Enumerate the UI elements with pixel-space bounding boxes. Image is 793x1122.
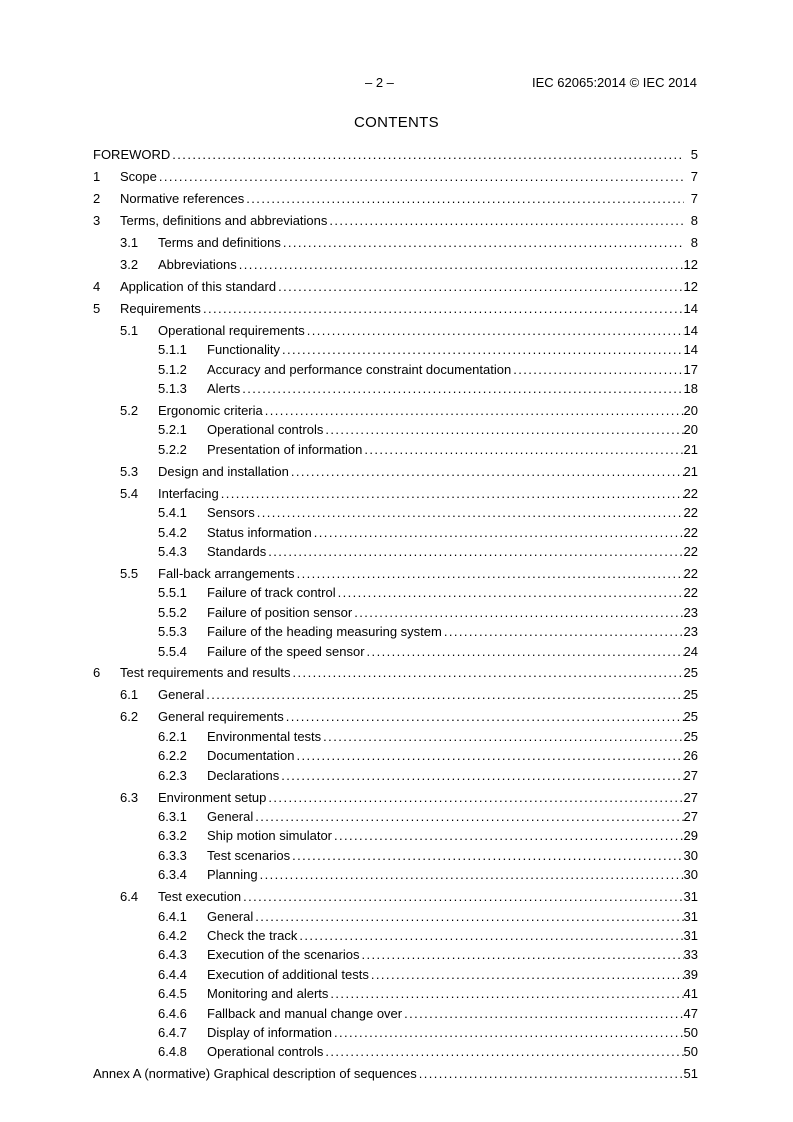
toc-entry-number: 5.3 (120, 463, 139, 479)
dot-leader (282, 340, 684, 359)
toc-entry-page: 12 (683, 278, 698, 294)
page-title: CONTENTS (354, 114, 439, 131)
toc-entry[interactable] (93, 277, 698, 296)
toc-entry-title: Test scenarios (207, 847, 291, 863)
toc-entry-title: Terms, definitions and abbreviations (120, 212, 328, 228)
dot-leader (268, 542, 683, 561)
toc-entry-number: 6.4.5 (158, 986, 187, 1002)
dot-leader (268, 788, 683, 807)
toc-entry-page: 27 (683, 789, 698, 805)
toc-entry-number: 5.2 (120, 403, 139, 419)
toc-entry[interactable] (93, 167, 698, 186)
dot-leader (323, 727, 683, 746)
toc-entry-title: Fall-back arrangements (158, 565, 295, 581)
toc-entry-page: 22 (683, 585, 698, 601)
toc-entry[interactable] (93, 340, 698, 359)
toc-entry-number: 6.4.6 (158, 1005, 187, 1021)
toc-entry-page: 25 (683, 687, 698, 703)
toc-entry-title: General requirements (158, 709, 284, 725)
toc-entry-page: 50 (683, 1024, 698, 1040)
toc-entry-page: 41 (683, 986, 698, 1002)
dot-leader (354, 603, 683, 622)
toc-entry[interactable] (93, 503, 698, 522)
toc-entry-number: 6 (93, 665, 101, 681)
toc-entry-title: Operational controls (207, 422, 324, 438)
toc-entry-page: 30 (683, 847, 698, 863)
toc-entry-page: 21 (683, 463, 698, 479)
dot-leader (283, 233, 684, 252)
toc-entry-title: Accuracy and performance constraint documentation (207, 361, 512, 377)
toc-entry-title: Design and installation (158, 463, 289, 479)
toc-entry-title: Abbreviations (158, 256, 237, 272)
toc-entry[interactable] (93, 360, 698, 379)
toc-entry-page: 12 (683, 256, 698, 272)
toc-entry-page: 26 (683, 748, 698, 764)
toc-entry-page: 8 (690, 212, 698, 228)
toc-entry-page: 8 (690, 234, 698, 250)
toc-entry-page: 31 (683, 908, 698, 924)
toc-entry-page: 5 (690, 147, 698, 162)
toc-entry-number: 5.5.1 (158, 585, 187, 601)
toc-entry[interactable] (93, 907, 698, 926)
toc-entry[interactable] (93, 462, 698, 481)
toc-entry-page: 23 (683, 604, 698, 620)
toc-entry[interactable] (93, 420, 698, 439)
toc-entry-title: Execution of the scenarios (207, 947, 360, 963)
toc-entry-number: 6.2.1 (158, 728, 187, 744)
toc-entry-title: Functionality (207, 342, 280, 358)
toc-entry-page: 14 (683, 322, 698, 338)
toc-entry[interactable] (93, 1023, 698, 1042)
dot-leader (367, 642, 684, 661)
toc-entry-number: 5.5.3 (158, 624, 187, 640)
dot-leader (292, 846, 683, 865)
dot-leader (291, 462, 684, 481)
toc-entry-title: Annex A (normative) Graphical description of sequences (93, 1066, 417, 1082)
toc-entry-number: 5.1.3 (158, 381, 187, 397)
toc-entry[interactable] (93, 542, 698, 561)
toc-entry[interactable] (93, 233, 698, 252)
toc-entry[interactable] (93, 1004, 698, 1023)
toc-entry-page: 22 (683, 485, 698, 501)
toc-entry-page: 50 (683, 1044, 698, 1060)
toc-entry-page: 20 (683, 422, 698, 438)
toc-entry-page: 18 (683, 381, 698, 397)
toc-entry-page: 31 (683, 927, 698, 943)
toc-entry-number: 5.1.2 (158, 361, 187, 377)
toc-entry-title: Failure of track control (207, 585, 336, 601)
dot-leader (278, 277, 683, 296)
toc-entry[interactable] (93, 826, 698, 845)
toc-entry-page: 29 (683, 828, 698, 844)
toc-entry-number: 6.3.1 (158, 809, 187, 824)
toc-entry-number: 6.3 (120, 789, 139, 805)
toc-entry-title: Planning (207, 867, 258, 883)
toc-entry-number: 6.2.3 (158, 767, 187, 783)
toc-entry-page: 20 (683, 403, 698, 419)
toc-entry-page: 7 (690, 190, 698, 206)
toc-entry-number: 3 (93, 212, 101, 228)
page-number: – 2 – (365, 75, 394, 90)
toc-entry-title: Test execution (158, 889, 242, 905)
toc-entry-title: Fallback and manual change over (207, 1005, 403, 1021)
dot-leader (242, 379, 683, 398)
toc-entry-number: 5.1 (120, 322, 139, 338)
toc-entry-title: Requirements (120, 300, 201, 316)
toc-entry-page: 22 (683, 505, 698, 521)
dot-leader (325, 420, 683, 439)
toc-entry-page: 47 (683, 1005, 698, 1021)
toc-entry-title: Check the track (207, 927, 298, 943)
toc-entry-number: 6.3.3 (158, 847, 187, 863)
toc-entry-number: 5 (93, 300, 101, 316)
toc-entry-number: 5.5.2 (158, 604, 187, 620)
dot-leader (255, 807, 683, 826)
toc-entry-number: 5.5 (120, 565, 139, 581)
toc-entry-title: General (158, 687, 205, 703)
toc-entry-title: FOREWORD (93, 147, 171, 162)
toc-entry[interactable] (93, 746, 698, 765)
toc-entry-title: Presentation of information (207, 441, 363, 457)
toc-entry[interactable] (93, 846, 698, 865)
toc-entry-title: Display of information (207, 1024, 332, 1040)
toc-entry-title: Status information (207, 524, 312, 540)
toc-entry-page: 25 (683, 665, 698, 681)
dot-leader (286, 707, 684, 726)
dot-leader (404, 1004, 683, 1023)
toc-entry[interactable] (93, 788, 698, 807)
toc-entry-title: Alerts (207, 381, 241, 397)
toc-entry-number: 6.2 (120, 709, 139, 725)
toc-entry-page: 25 (683, 709, 698, 725)
toc-entry-title: Scope (120, 168, 157, 184)
dot-leader (296, 746, 683, 765)
dot-leader (265, 401, 684, 420)
toc-entry-title: Standards (207, 543, 267, 559)
toc-entry-number: 6.1 (120, 687, 139, 703)
toc-entry[interactable] (93, 583, 698, 602)
toc-entry-title: Documentation (207, 748, 295, 764)
toc-entry[interactable] (93, 965, 698, 984)
dot-leader (334, 1023, 684, 1042)
toc-entry-page: 39 (683, 966, 698, 982)
toc-entry-number: 1 (93, 168, 101, 184)
toc-entry[interactable] (93, 523, 698, 542)
toc-entry-number: 6.4.8 (158, 1044, 187, 1060)
toc-entry-title: Failure of position sensor (207, 604, 353, 620)
toc-entry-number: 5.1.1 (158, 342, 187, 358)
toc-entry-title: Sensors (207, 505, 255, 521)
toc-entry[interactable] (93, 865, 698, 884)
toc-entry-page: 25 (683, 728, 698, 744)
toc-entry[interactable] (93, 727, 698, 746)
dot-leader (329, 211, 684, 230)
toc-entry-number: 2 (93, 190, 101, 206)
toc-entry-page: 17 (683, 361, 698, 377)
toc-entry-page: 14 (683, 300, 698, 316)
dot-leader (206, 685, 683, 704)
dot-leader (444, 622, 684, 641)
toc-entry[interactable] (93, 255, 698, 274)
toc-entry-title: Failure of the heading measuring system (207, 624, 442, 640)
dot-leader (243, 887, 683, 906)
toc-entry-page: 33 (683, 947, 698, 963)
toc-entry[interactable] (93, 211, 698, 230)
toc-entry[interactable] (93, 145, 698, 164)
toc-entry-title: Environment setup (158, 789, 267, 805)
toc-entry-title: Monitoring and alerts (207, 986, 329, 1002)
dot-leader (330, 984, 683, 1003)
toc-entry-page: 31 (683, 889, 698, 905)
toc-entry[interactable] (93, 321, 698, 340)
toc-entry-title: Operational controls (207, 1044, 324, 1060)
toc-entry[interactable] (93, 642, 698, 661)
toc-entry[interactable] (93, 299, 698, 318)
dot-leader (246, 189, 684, 208)
toc-entry-number: 6.4.7 (158, 1024, 187, 1040)
toc-entry-page: 27 (683, 767, 698, 783)
toc-entry-page: 14 (683, 342, 698, 358)
toc-entry-title: Failure of the speed sensor (207, 643, 365, 659)
toc-entry-title: Ship motion simulator (207, 828, 332, 844)
toc-entry-number: 6.4 (120, 889, 139, 905)
toc-entry[interactable] (93, 484, 698, 503)
toc-entry[interactable] (93, 564, 698, 583)
toc-entry-title: Application of this standard (120, 278, 277, 294)
document-reference: IEC 62065:2014 © IEC 2014 (532, 75, 697, 90)
toc-entry[interactable] (93, 685, 698, 704)
toc-entry[interactable] (93, 401, 698, 420)
dot-leader (255, 907, 683, 926)
toc-entry-page: 7 (690, 168, 698, 184)
dot-leader (364, 440, 683, 459)
toc-entry-page: 22 (683, 543, 698, 559)
dot-leader (361, 945, 683, 964)
toc-entry[interactable] (93, 379, 698, 398)
toc-entry-title: Terms and definitions (158, 234, 281, 250)
toc-entry[interactable] (93, 1064, 698, 1083)
dot-leader (293, 663, 684, 682)
toc-entry-number: 4 (93, 278, 101, 294)
toc-entry[interactable] (93, 663, 698, 682)
dot-leader (159, 167, 684, 186)
toc-entry[interactable] (93, 622, 698, 641)
toc-entry[interactable] (93, 603, 698, 622)
toc-entry-title: General (207, 809, 254, 824)
toc-entry[interactable] (93, 926, 698, 945)
dot-leader (281, 766, 683, 785)
toc-entry-number: 6.4.4 (158, 966, 187, 982)
toc-entry-page: 30 (683, 867, 698, 883)
toc-entry[interactable] (93, 766, 698, 785)
dot-leader (513, 360, 683, 379)
dot-leader (299, 926, 683, 945)
dot-leader (307, 321, 684, 340)
toc-entry-page: 22 (683, 524, 698, 540)
toc-entry[interactable] (93, 945, 698, 964)
toc-entry-title: Interfacing (158, 485, 219, 501)
toc-entry-number: 5.5.4 (158, 643, 187, 659)
toc-entry-number: 5.4 (120, 485, 139, 501)
toc-entry-page: 22 (683, 565, 698, 581)
dot-leader (371, 965, 684, 984)
toc-entry-number: 5.2.2 (158, 441, 187, 457)
dot-leader (172, 145, 684, 164)
toc-entry[interactable] (93, 984, 698, 1003)
toc-entry-number: 5.2.1 (158, 422, 187, 438)
dot-leader (221, 484, 684, 503)
toc-entry-number: 6.4.3 (158, 947, 187, 963)
toc-entry-title: Execution of additional tests (207, 966, 369, 982)
toc-entry-title: Normative references (120, 190, 245, 206)
toc-entry-page: 24 (683, 643, 698, 659)
toc-entry-number: 6.2.2 (158, 748, 187, 764)
toc-entry-number: 6.4.2 (158, 927, 187, 943)
toc-entry[interactable] (93, 1042, 698, 1061)
dot-leader (314, 523, 684, 542)
toc-entry-title: Environmental tests (207, 728, 322, 744)
toc-entry[interactable] (93, 807, 698, 826)
dot-leader (257, 503, 684, 522)
dot-leader (297, 564, 684, 583)
toc-entry-number: 6.3.4 (158, 867, 187, 883)
toc-entry-page: 51 (683, 1066, 698, 1082)
dot-leader (325, 1042, 683, 1061)
toc-entry-number: 6.3.2 (158, 828, 187, 844)
toc-entry-page: 21 (683, 441, 698, 457)
toc-entry[interactable] (93, 189, 698, 208)
toc-entry-number: 5.4.3 (158, 543, 187, 559)
toc-entry[interactable] (93, 440, 698, 459)
toc-entry-title: Ergonomic criteria (158, 403, 263, 419)
toc-entry[interactable] (93, 707, 698, 726)
toc-entry-title: Test requirements and results (120, 665, 291, 681)
toc-entry-title: General (207, 908, 254, 924)
toc-entry-page: 27 (683, 809, 698, 824)
table-of-contents (93, 145, 698, 1084)
dot-leader (260, 865, 684, 884)
dot-leader (203, 299, 684, 318)
dot-leader (338, 583, 684, 602)
toc-entry-title: Operational requirements (158, 322, 305, 338)
toc-entry-number: 5.4.2 (158, 524, 187, 540)
toc-entry-number: 3.2 (120, 256, 139, 272)
toc-entry-page: 23 (683, 624, 698, 640)
toc-entry-number: 6.4.1 (158, 908, 187, 924)
toc-entry-title: Declarations (207, 767, 280, 783)
dot-leader (419, 1064, 684, 1083)
toc-entry-number: 3.1 (120, 234, 139, 250)
dot-leader (334, 826, 684, 845)
toc-entry[interactable] (93, 887, 698, 906)
toc-entry-number: 5.4.1 (158, 505, 187, 521)
dot-leader (239, 255, 684, 274)
